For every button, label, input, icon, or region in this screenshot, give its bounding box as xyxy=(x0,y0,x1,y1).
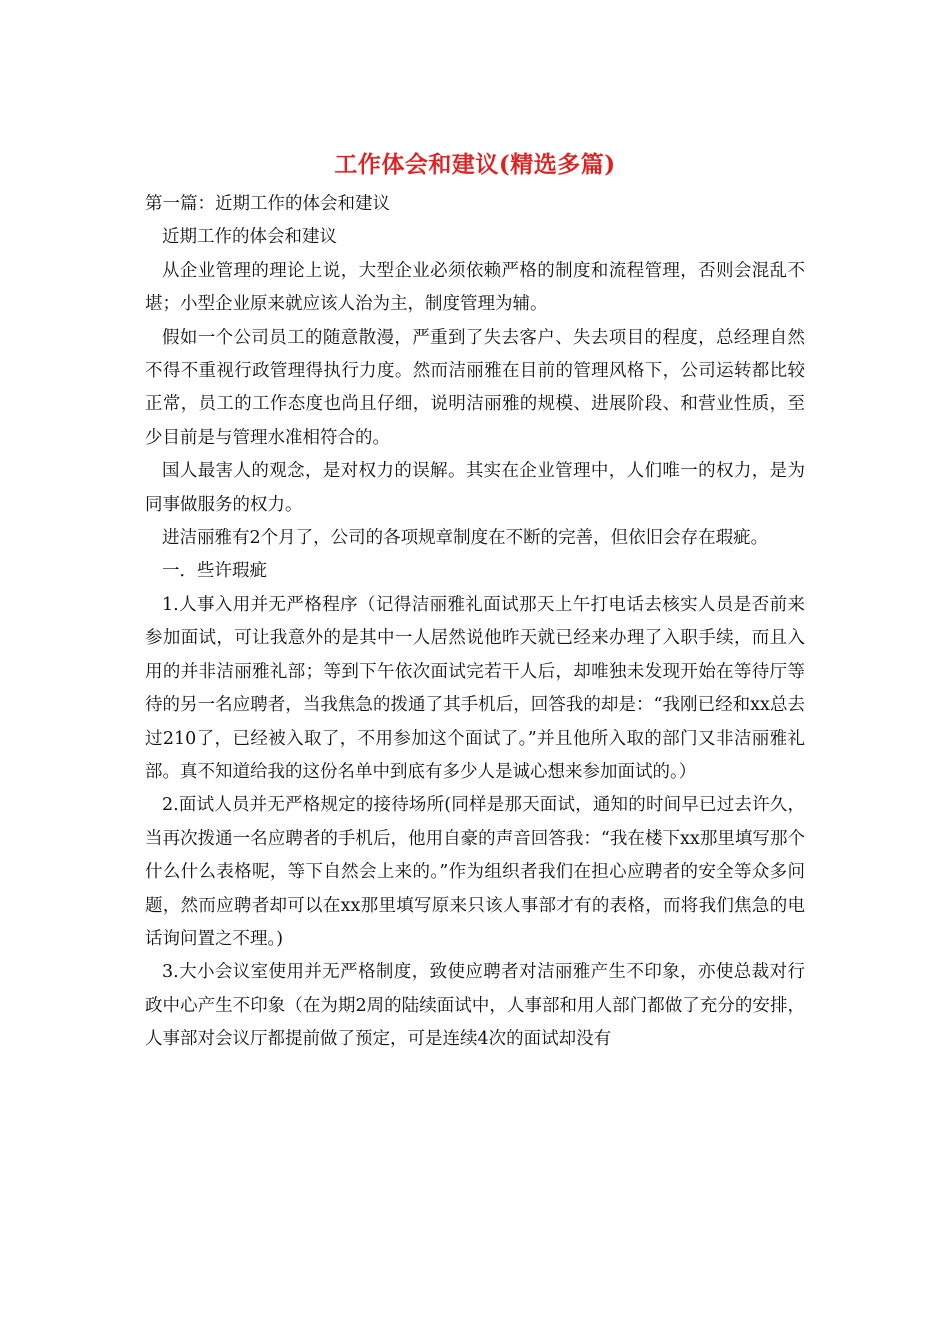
list-item: 1.人事入用并无严格程序（记得洁丽雅礼面试那天上午打电话去核实人员是否前来参加面试，可让我意外的是其中一人居然说他昨天就已经来办理了入职手续，而且入用的并非洁丽雅礼部；等到下午依次面试完若干人后，却唯独未发现开始在等待厅等待的另一名应聘者，当我焦急的拨通了其手机后，回答我的却是：“我刚已经和xx总去过210了，已经被入取了，不用参加这个面试了。”并且他所入取的部门又非洁丽雅礼部。真不知道给我的这份名单中到底有多少人是诚心想来参加面试的。） xyxy=(145,594,805,782)
document-body xyxy=(145,150,805,1057)
paragraph: 进洁丽雅有2个月了，公司的各项规章制度在不断的完善，但依旧会存在瑕疵。 xyxy=(162,528,769,549)
list-item: 2.面试人员并无严格规定的接待场所(同样是那天面试，通知的时间早已过去许久，当再次拨通一名应聘者的手机后，他用自豪的声音回答我：“我在楼下xx那里填写那个什么什么表格呢，等下自然会上来的。”作为组织者我们在担心应聘者的安全等众多问题，然而应聘者却可以在xx那里填写原来只该人事部才有的表格，而将我们焦急的电话询问置之不理。) xyxy=(145,795,805,949)
list-heading: 一．些许瑕疵 xyxy=(162,561,267,582)
list-item: 3.大小会议室使用并无严格制度，致使应聘者对洁丽雅产生不印象，亦使总裁对行政中心产生不印象（在为期2周的陆续面试中，人事部和用人部门都做了充分的安排，人事部对会议厅都提前做了预定，可是连续4次的面试却没有 xyxy=(145,962,805,1050)
document-title: 工作体会和建议(精选多篇) xyxy=(334,151,616,178)
paragraph: 国人最害人的观念，是对权力的误解。其实在企业管理中，人们唯一的权力，是为同事做服务的权力。 xyxy=(145,461,805,515)
paragraph: 从企业管理的理论上说，大型企业必须依赖严格的制度和流程管理，否则会混乱不堪；小型企业原来就应该人治为主，制度管理为辅。 xyxy=(145,260,805,315)
subtitle: 近期工作的体会和建议 xyxy=(162,227,337,248)
paragraph: 假如一个公司员工的随意散漫，严重到了失去客户、失去项目的程度，总经理自然不得不重视行政管理得执行力度。然而洁丽雅在目前的管理风格下，公司运转都比较正常，员工的工作态度也尚且仔细，说明洁丽雅的规模、进展阶段、和营业性质，至少目前是与管理水准相符合的。 xyxy=(145,327,805,448)
section-heading: 第一篇：近期工作的体会和建议 xyxy=(145,194,390,214)
